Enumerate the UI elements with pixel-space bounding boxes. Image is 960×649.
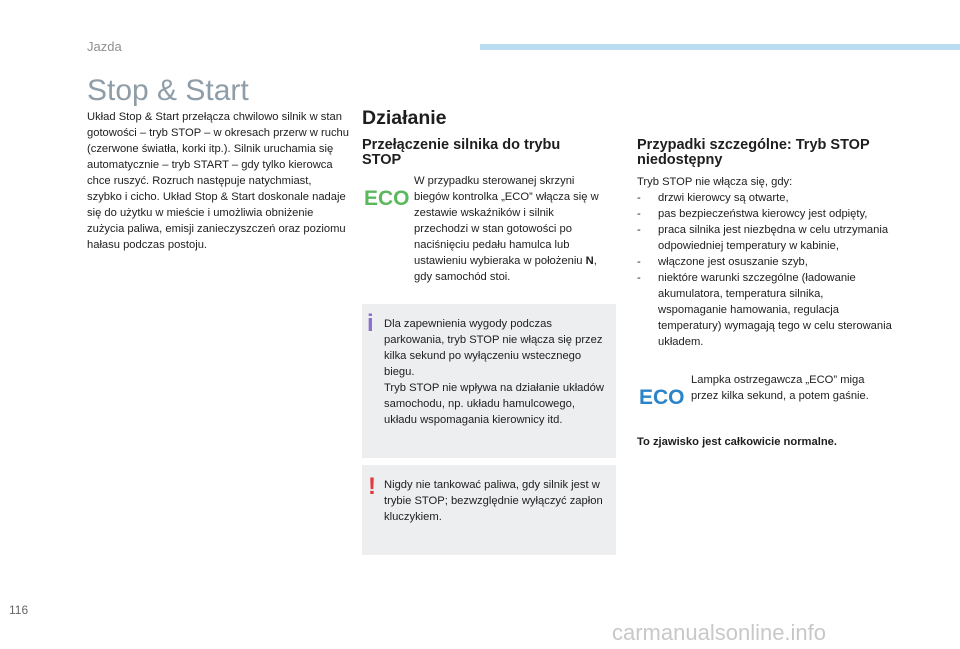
warning-icon: ! [368, 473, 376, 500]
eco-blink-text: Lampka ostrzegawcza „ECO” miga przez kilka sekund, a potem gaśnie. [691, 374, 869, 402]
conditions-list [637, 190, 895, 350]
info-text-2: Tryb STOP nie wpływa na działanie układów samochodu, np. układu hamulcowego, układu wspomagania kierownicy itd. [384, 382, 604, 426]
list-item: - praca silnika jest niezbędna w celu utrzymania odpowiedniej temperatury w kabinie, [637, 222, 895, 254]
list-item: - drzwi kierowcy są otwarte, [637, 190, 895, 206]
normal-note: To zjawisko jest całkowicie normalne. [637, 436, 837, 448]
list-item: - niektóre warunki szczególne (ładowanie akumulatora, temperatura silnika, wspomaganie hamowania, regulacja temperatury) wymagają tego w celu sterowania układem. [637, 270, 895, 350]
eco-green-icon: ECO [364, 187, 410, 210]
right-lead: Tryb STOP nie włącza się, gdy: [637, 176, 793, 188]
left-subheading: Przełączenie silnika do trybu STOP [362, 137, 561, 168]
eco-description: W przypadku sterowanej skrzyni biegów kontrolka „ECO” włącza się w zestawie wskaźników i silnik przechodzi w stan gotowości po naciśnięciu pedału hamulca lub ustawieniu wybieraka w położeniu N, gdy samochód stoi. [414, 175, 599, 283]
header-accent-bar [480, 44, 960, 50]
eco-blue-icon: ECO [639, 386, 685, 409]
page-title: Stop & Start [87, 74, 249, 107]
warning-text: Nigdy nie tankować paliwa, gdy silnik jest w trybie STOP; bezwzględnie wyłączyć zapłon kluczykiem. [384, 479, 603, 523]
info-icon: i [367, 310, 374, 337]
section-label: Jazda [87, 39, 122, 54]
intro-text: Układ Stop & Start przełącza chwilowo silnik w stan gotowości – tryb STOP – w okresach przerw w ruchu (czerwone światła, korki itp.). Silnik uruchamia się automatycznie – tryb START – gdy tylko kierowca chce ruszyć. Rozruch następuje natychmiast, szybko i cicho. Układ Stop & Start doskonale nadaje się do użytku w mieście i umożliwia obniżenie zużycia paliwa, emisji zanieczyszczeń oraz poziomu hałasu podczas postoju. [87, 111, 349, 251]
warning-box [362, 465, 616, 555]
info-box [362, 304, 616, 458]
watermark: carmanualsonline.info [612, 620, 827, 645]
page-number: 116 [9, 603, 29, 617]
list-item: - pas bezpieczeństwa kierowcy jest odpięty, [637, 206, 895, 222]
right-subheading: Przypadki szczególne: Tryb STOP niedostępny [637, 137, 870, 168]
list-item: - włączone jest osuszanie szyb, [637, 254, 895, 270]
info-text-1: Dla zapewnienia wygody podczas parkowania, tryb STOP nie włącza się przez kilka sekund po wyłączeniu wstecznego biegu. [384, 318, 603, 378]
section-heading: Działanie [362, 107, 447, 129]
